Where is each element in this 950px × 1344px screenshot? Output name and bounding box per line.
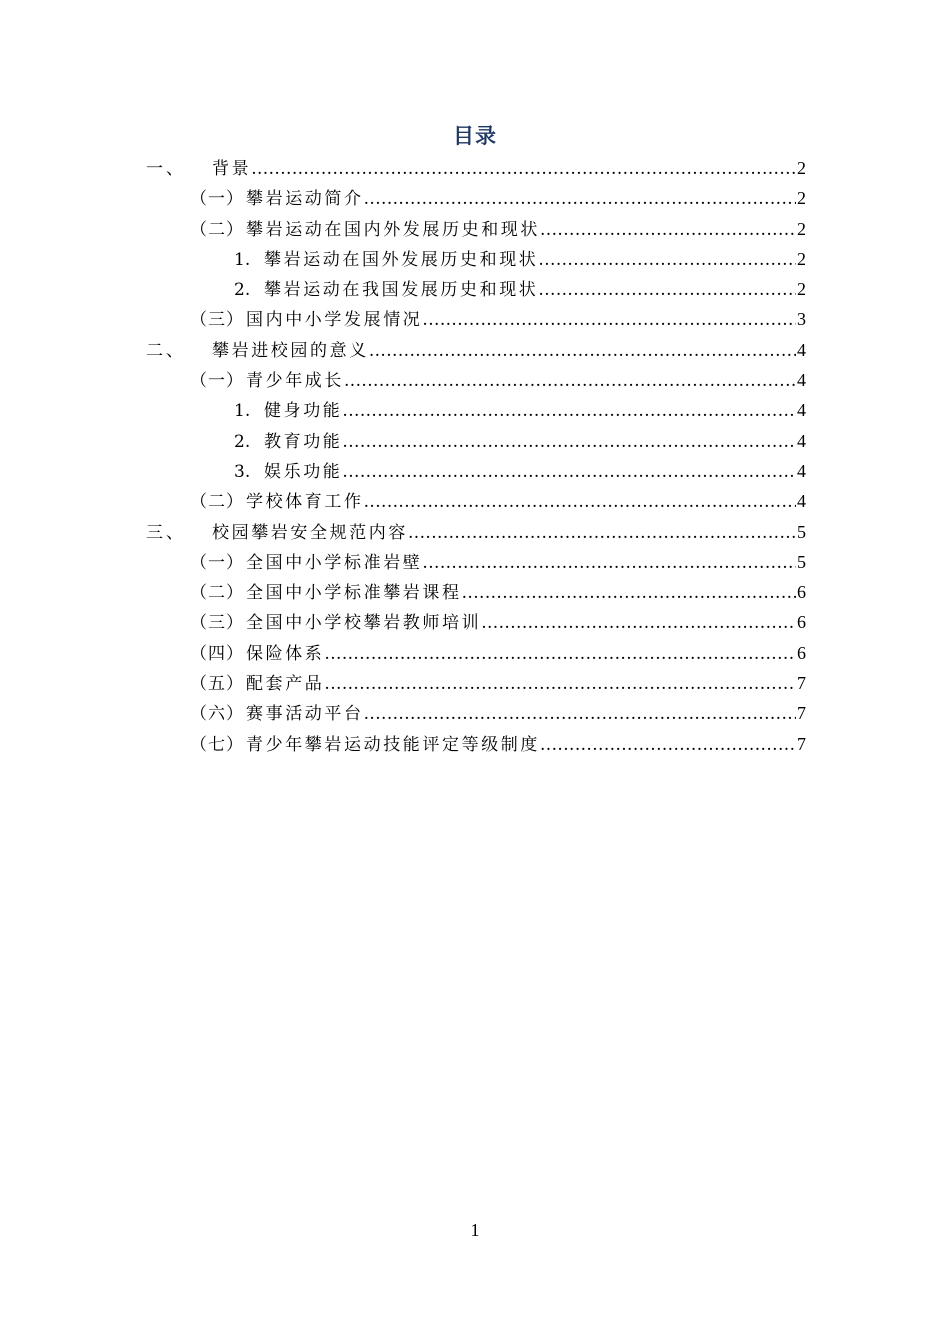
toc-entry[interactable] bbox=[146, 577, 806, 607]
toc-entry-page: 7 bbox=[797, 673, 806, 694]
dot-leader bbox=[364, 487, 796, 517]
dot-leader bbox=[364, 184, 796, 214]
dot-leader bbox=[481, 608, 796, 638]
toc-entry-page: 5 bbox=[797, 551, 806, 572]
toc-entry-page: 4 bbox=[797, 370, 806, 391]
toc-entry-page: 3 bbox=[797, 309, 806, 330]
dot-leader bbox=[251, 154, 796, 184]
toc-entry-text: 全国中小学标准岩壁 bbox=[246, 552, 423, 573]
toc-entry[interactable] bbox=[146, 304, 806, 334]
toc-entry-number: 2. bbox=[234, 280, 251, 301]
toc-entry-number: 1. bbox=[234, 401, 251, 422]
toc-entry-text: 健身功能 bbox=[264, 401, 343, 422]
dot-leader bbox=[342, 457, 796, 487]
toc-entry[interactable] bbox=[146, 274, 806, 304]
dot-leader bbox=[540, 730, 796, 760]
toc-entry-number: （一） bbox=[190, 189, 244, 210]
toc-entry-number: 1. bbox=[234, 249, 251, 270]
page-number: 1 bbox=[470, 1220, 480, 1240]
toc-entry-text: 攀岩运动在国外发展历史和现状 bbox=[264, 249, 539, 270]
toc-entry[interactable] bbox=[146, 395, 806, 425]
toc-entry-number: （五） bbox=[190, 674, 244, 695]
toc-entry-number: （四） bbox=[190, 643, 244, 664]
toc-entry-text: 校园攀岩安全规范内容 bbox=[212, 522, 408, 543]
toc-entry-text: 青少年攀岩运动技能评定等级制度 bbox=[246, 734, 540, 755]
toc-entry-number: （三） bbox=[190, 613, 244, 634]
dot-leader bbox=[540, 215, 796, 245]
dot-leader bbox=[538, 275, 796, 305]
toc-entry-number: （二） bbox=[190, 583, 244, 604]
toc-entry-number: 一、 bbox=[146, 159, 186, 179]
toc-entry-text: 攀岩运动在国内外发展历史和现状 bbox=[246, 219, 540, 240]
toc-entry-page: 6 bbox=[797, 612, 806, 633]
toc-entry-text: 攀岩进校园的意义 bbox=[212, 340, 369, 361]
toc-entry[interactable] bbox=[146, 183, 806, 213]
toc-title: 目录 bbox=[453, 124, 497, 148]
toc-entry[interactable] bbox=[146, 486, 806, 516]
toc-entry-text: 背景 bbox=[212, 159, 252, 179]
toc-entry-number: （三） bbox=[190, 310, 244, 331]
dot-leader bbox=[408, 518, 796, 548]
toc-entry-number: 二、 bbox=[146, 340, 186, 361]
toc-entry[interactable] bbox=[146, 638, 806, 668]
toc-entry-page: 4 bbox=[797, 491, 806, 512]
toc-entry-number: 2. bbox=[234, 431, 251, 452]
toc-entry-text: 配套产品 bbox=[246, 674, 325, 695]
toc-entry-page: 7 bbox=[797, 703, 806, 724]
toc-entry[interactable] bbox=[146, 426, 806, 456]
dot-leader bbox=[364, 699, 796, 729]
toc-entry-number: （二） bbox=[190, 219, 244, 240]
toc-entry-text: 全国中小学校攀岩教师培训 bbox=[246, 613, 482, 634]
dot-leader bbox=[342, 427, 796, 457]
toc-entry-page: 7 bbox=[797, 733, 806, 754]
toc-entry-page: 2 bbox=[797, 188, 806, 209]
toc-entry[interactable] bbox=[146, 153, 806, 183]
toc-entry-page: 2 bbox=[797, 158, 806, 178]
toc-entry-text: 学校体育工作 bbox=[246, 492, 364, 513]
toc-entry-number: （六） bbox=[190, 704, 244, 725]
dot-leader bbox=[462, 578, 796, 608]
toc-entry[interactable] bbox=[146, 547, 806, 577]
toc-entry-number: （七） bbox=[190, 734, 244, 755]
dot-leader bbox=[344, 366, 796, 396]
toc-entry-page: 2 bbox=[797, 279, 806, 300]
dot-leader bbox=[422, 305, 796, 335]
dot-leader bbox=[369, 336, 796, 366]
dot-leader bbox=[324, 669, 796, 699]
toc-entry-text: 全国中小学标准攀岩课程 bbox=[246, 583, 462, 604]
toc-entry-page: 6 bbox=[797, 582, 806, 603]
toc-entry[interactable] bbox=[146, 335, 806, 365]
toc-entry-number: （一） bbox=[190, 552, 244, 573]
toc-entry-number: 三、 bbox=[146, 522, 186, 543]
toc-entry[interactable] bbox=[146, 214, 806, 244]
toc-entry[interactable] bbox=[146, 607, 806, 637]
toc-entry-page: 4 bbox=[797, 460, 806, 481]
toc-entry-number: （二） bbox=[190, 492, 244, 513]
toc-entry-number: 3. bbox=[234, 461, 251, 482]
toc-entry-text: 攀岩运动在我国发展历史和现状 bbox=[264, 280, 539, 301]
dot-leader bbox=[324, 639, 796, 669]
toc-entry-page: 4 bbox=[797, 339, 806, 360]
toc-entry-page: 6 bbox=[797, 642, 806, 663]
toc-entry-page: 2 bbox=[797, 218, 806, 239]
toc-entry-text: 青少年成长 bbox=[246, 371, 344, 392]
dot-leader bbox=[422, 548, 796, 578]
toc-entry[interactable] bbox=[146, 517, 806, 547]
toc-entry-text: 攀岩运动简介 bbox=[246, 189, 364, 210]
toc-entry-page: 4 bbox=[797, 430, 806, 451]
toc-entry-page: 2 bbox=[797, 248, 806, 269]
toc-entry-text: 娱乐功能 bbox=[264, 461, 343, 482]
toc-entry-text: 保险体系 bbox=[246, 643, 325, 664]
toc-entry-text: 国内中小学发展情况 bbox=[246, 310, 423, 331]
toc-entry[interactable] bbox=[146, 244, 806, 274]
toc-entry-page: 5 bbox=[797, 521, 806, 542]
toc-entry[interactable] bbox=[146, 698, 806, 728]
toc-entry-page: 4 bbox=[797, 400, 806, 421]
toc-entry-text: 赛事活动平台 bbox=[246, 704, 364, 725]
toc-entry[interactable] bbox=[146, 729, 806, 759]
toc-entry[interactable] bbox=[146, 668, 806, 698]
dot-leader bbox=[342, 396, 796, 426]
dot-leader bbox=[538, 245, 796, 275]
toc-entry[interactable] bbox=[146, 365, 806, 395]
toc-entry[interactable] bbox=[146, 456, 806, 486]
table-of-contents bbox=[146, 153, 806, 759]
toc-entry-number: （一） bbox=[190, 371, 244, 392]
toc-entry-text: 教育功能 bbox=[264, 431, 343, 452]
